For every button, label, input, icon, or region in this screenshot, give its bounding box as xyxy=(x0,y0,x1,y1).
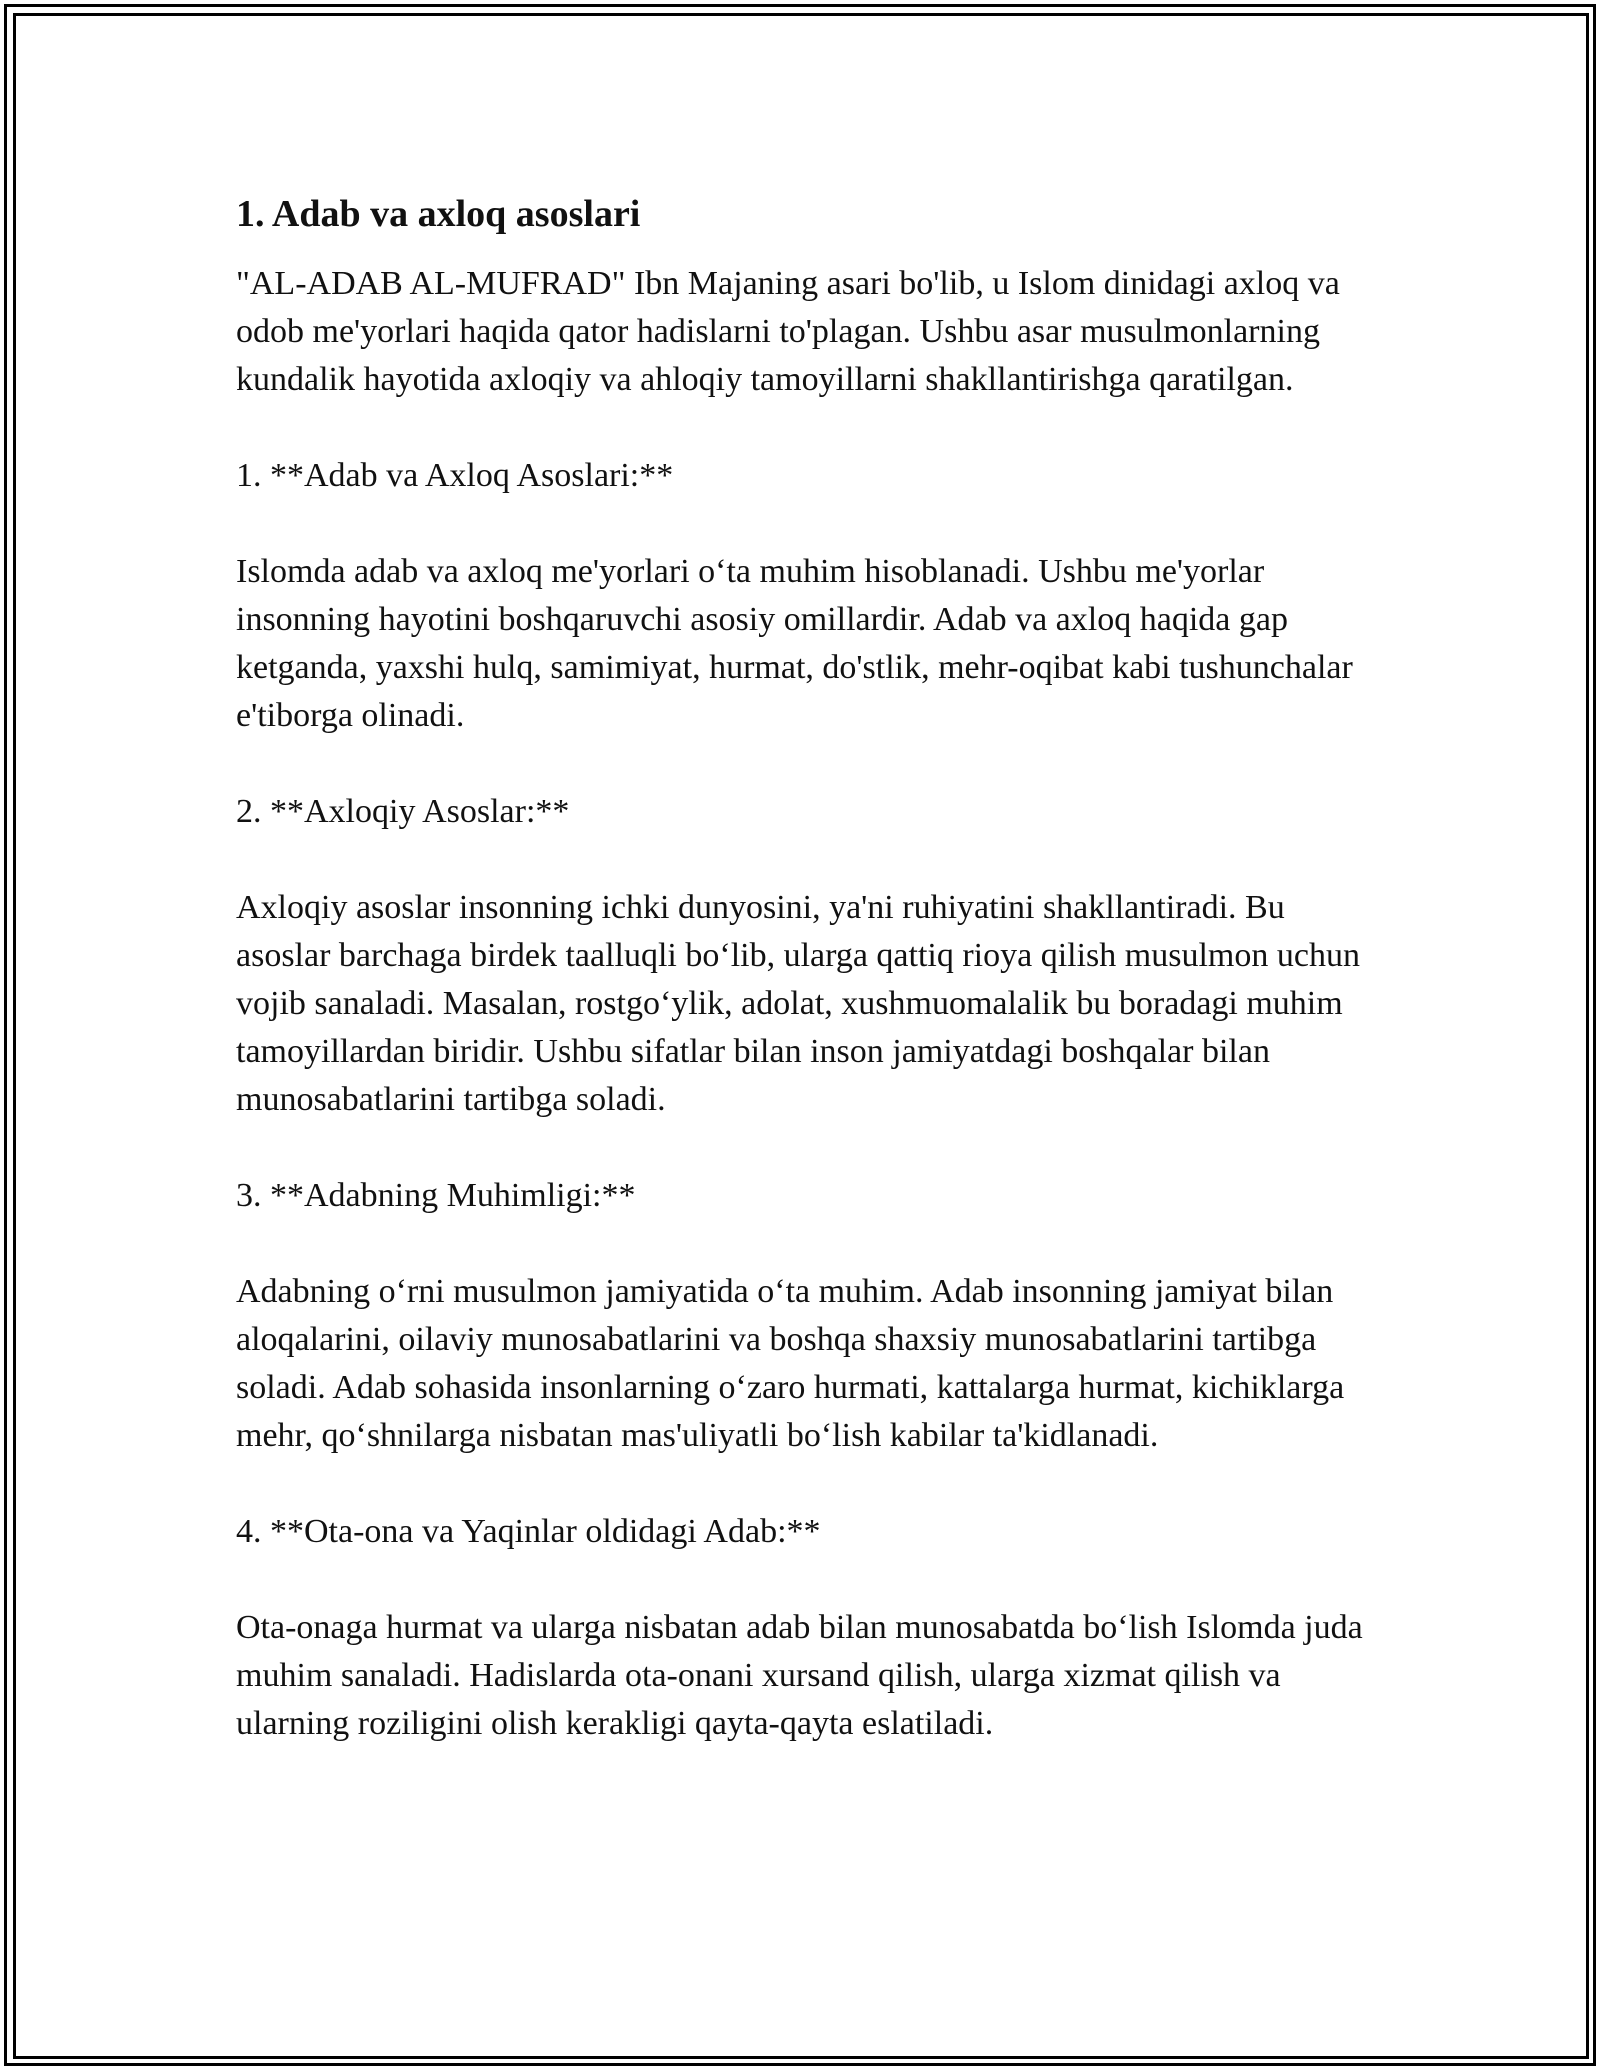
section-heading-2: 2. **Axloqiy Asoslar:** xyxy=(236,793,570,830)
section-heading-1: 1. **Adab va Axloq Asoslari:** xyxy=(236,457,674,494)
section-paragraph-3: Adabning oʻrni musulmon jamiyatida oʻta muhim. Adab insonning jamiyat bilan aloqalarini, oilaviy munosabatlarini va boshqa shaxsiy munosabatlarini tartibga soladi. Adab sohasida insonlarning oʻzaro hurmati, kattalarga hurmat, kichiklarga mehr, qoʻshnilarga nisbatan mas'uliyatli boʻlish kabilar ta'kidlanadi. xyxy=(236,1273,1345,1454)
section-heading-3: 3. **Adabning Muhimligi:** xyxy=(236,1177,636,1214)
section-heading-4: 4. **Ota-ona va Yaqinlar oldidagi Adab:** xyxy=(236,1513,821,1550)
intro-paragraph: "AL-ADAB AL-MUFRAD" Ibn Majaning asari bo'lib, u Islom dinidagi axloq va odob me'yorlari haqida qator hadislarni to'plagan. Ushbu asar musulmonlarning kundalik hayotida axloqiy va ahloqiy tamoyillarni shakllantirishga qaratilgan. xyxy=(236,265,1340,398)
document-title: 1. Adab va axloq asoslari xyxy=(236,193,641,235)
section-paragraph-4: Ota-onaga hurmat va ularga nisbatan adab bilan munosabatda boʻlish Islomda juda muhim sanaladi. Hadislarda ota-onani xursand qilish, ularga xizmat qilish va ularning roziligini olish kerakligi qayta-qayta eslatiladi. xyxy=(236,1609,1363,1742)
document-page xyxy=(236,190,1386,1748)
section-paragraph-1: Islomda adab va axloq me'yorlari oʻta muhim hisoblanadi. Ushbu me'yorlar insonning hayotini boshqaruvchi asosiy omillardir. Adab va axloq haqida gap ketganda, yaxshi hulq, samimiyat, hurmat, do'stlik, mehr-oqibat kabi tushunchalar e'tiborga olinadi. xyxy=(236,553,1353,734)
section-paragraph-2: Axloqiy asoslar insonning ichki dunyosini, ya'ni ruhiyatini shakllantiradi. Bu asoslar barchaga birdek taalluqli boʻlib, ularga qattiq rioya qilish musulmon uchun vojib sanaladi. Masalan, rostgoʻylik, adolat, xushmuomalalik bu boradagi muhim tamoyillardan biridir. Ushbu sifatlar bilan inson jamiyatdagi boshqalar bilan munosabatlarini tartibga soladi. xyxy=(236,889,1360,1118)
